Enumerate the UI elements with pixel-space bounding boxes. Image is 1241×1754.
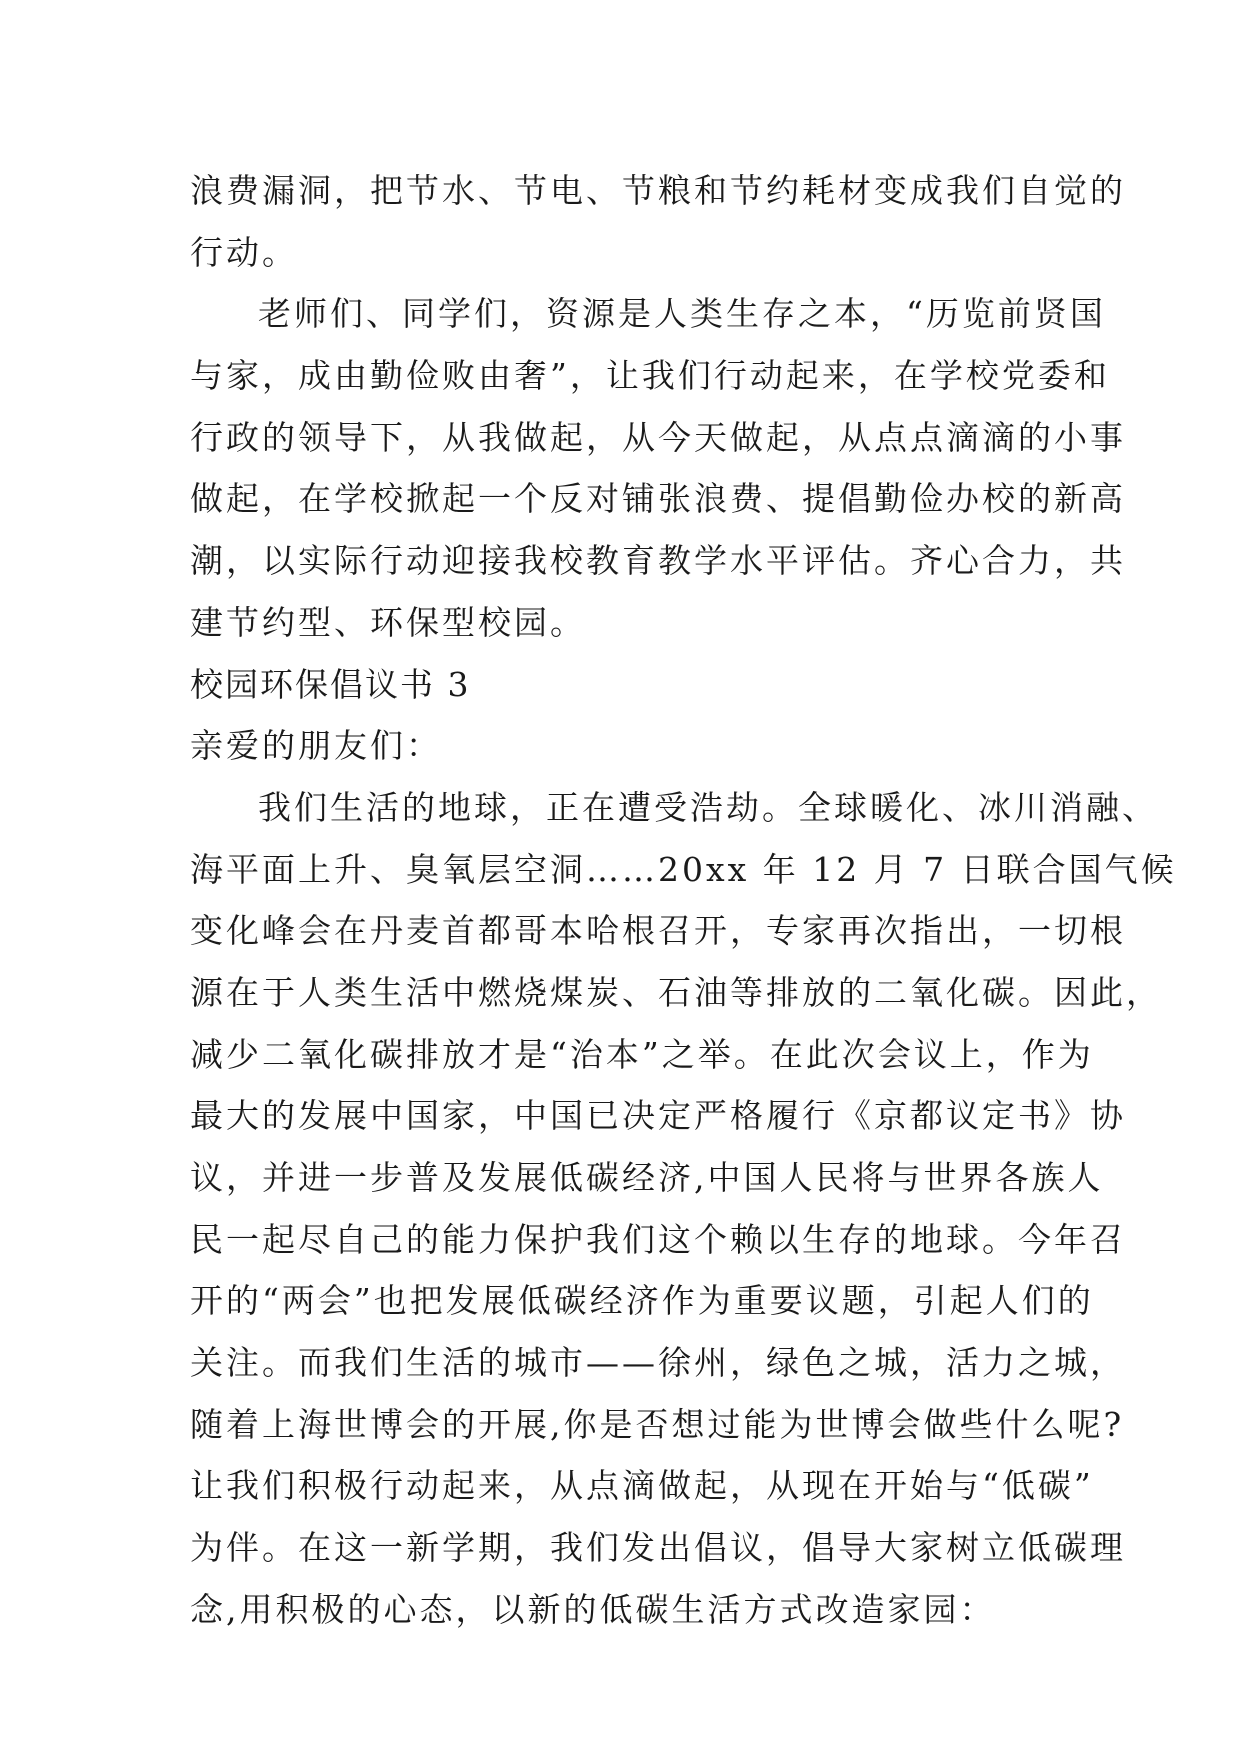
text-line: 我们生活的地球，正在遭受浩劫。全球暖化、冰川消融、 bbox=[258, 787, 1158, 827]
text-line: 随着上海世博会的开展,你是否想过能为世博会做些什么呢? bbox=[190, 1404, 1125, 1444]
text-line: 变化峰会在丹麦首都哥本哈根召开，专家再次指出，一切根 bbox=[190, 911, 1126, 951]
text-line: 减少二氧化碳排放才是“治本”之举。在此次会议上，作为 bbox=[190, 1034, 1094, 1074]
text-line: 与家，成由勤俭败由奢”，让我们行动起来，在学校党委和 bbox=[190, 356, 1110, 396]
paragraph-3 bbox=[190, 777, 1177, 1641]
text-line: 最大的发展中国家，中国已决定严格履行《京都议定书》协 bbox=[190, 1096, 1126, 1136]
text-line: 源在于人类生活中燃烧煤炭、石油等排放的二氧化碳。因此， bbox=[190, 972, 1162, 1012]
paragraph-1 bbox=[190, 160, 1126, 283]
text-line: 议，并进一步普及发展低碳经济,中国人民将与世界各族人 bbox=[190, 1158, 1104, 1197]
text-line: 开的“两会”也把发展低碳经济作为重要议题，引起人们的 bbox=[190, 1281, 1094, 1321]
text-line: 行政的领导下，从我做起，从今天做起，从点点滴滴的小事 bbox=[190, 417, 1126, 457]
text-line: 建节约型、环保型校园。 bbox=[190, 602, 586, 642]
text-line: 为伴。在这一新学期，我们发出倡议，倡导大家树立低碳理 bbox=[190, 1528, 1126, 1568]
text-line: 关注。而我们生活的城市——徐州，绿色之城，活力之城， bbox=[190, 1343, 1126, 1383]
section-title: 校园环保倡议书 3 bbox=[190, 664, 471, 704]
text-line: 行动。 bbox=[190, 232, 298, 272]
text-line: 让我们积极行动起来，从点滴做起，从现在开始与“低碳” bbox=[190, 1466, 1094, 1506]
salutation: 亲爱的朋友们： bbox=[190, 726, 442, 766]
paragraph-2 bbox=[190, 283, 1126, 653]
text-line: 做起，在学校掀起一个反对铺张浪费、提倡勤俭办校的新高 bbox=[190, 479, 1126, 519]
text-line: 念,用积极的心态，以新的低碳生活方式改造家园： bbox=[190, 1589, 996, 1629]
text-line: 民一起尽自己的能力保护我们这个赖以生存的地球。今年召 bbox=[190, 1219, 1126, 1259]
text-line: 潮，以实际行动迎接我校教育教学水平评估。齐心合力，共 bbox=[190, 541, 1126, 581]
text-line: 海平面上升、臭氧层空洞……20xx 年 12 月 7 日联合国气候 bbox=[190, 849, 1177, 889]
document-body bbox=[190, 160, 1177, 1641]
text-line: 浪费漏洞，把节水、节电、节粮和节约耗材变成我们自觉的 bbox=[190, 171, 1126, 210]
text-line: 老师们、同学们，资源是人类生存之本，“历览前贤国 bbox=[258, 294, 1106, 334]
